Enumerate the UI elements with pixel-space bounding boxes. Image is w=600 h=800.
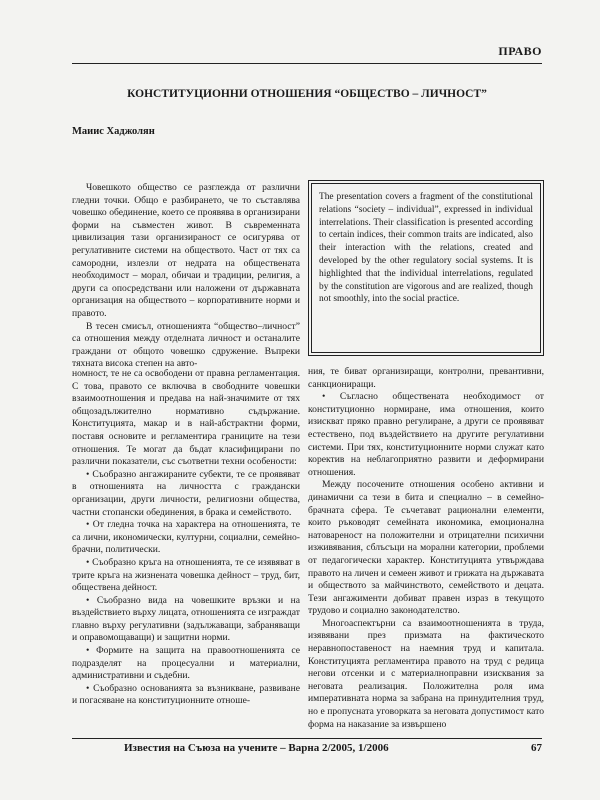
bullet-item: • Съгласно обществената необходимост от конституционно нормиране, има отношения, които изискват пряко правно регулиране, а други се проявяват естествено, под въздействието на другите регулативни системи. При тях, конституционните норми служат като коректив на неблагоприятно развити и деформирани отношения. xyxy=(308,391,544,478)
right-column xyxy=(308,366,544,731)
paragraph: Човешкото общество се разглежда от различни гледни точки. Общо е разбирането, че то съставлява човешко обединение, което се проявява в организирани форми на съвместен живот. В съвременната цивилизация тази организираност се осигурява от регулативните системи на обществото. Част от тях са самородни, излезли от недрата на обществената необходимост – морал, обичаи и традиции, религия, а други са опосредствани или наложени от държавната организация на обществото – корпоративните норми и правото. xyxy=(72,182,300,319)
left-column-top xyxy=(72,182,300,371)
abstract-box xyxy=(308,180,544,356)
page-number: 67 xyxy=(531,742,542,754)
paragraph: ния, те биват организиращи, контролни, превантивни, санкциониращи. xyxy=(308,366,544,390)
bullet-item: • От гледна точка на характера на отношенията, те са лични, икономически, културни, социални, семейно-брачни, политически. xyxy=(72,519,300,556)
paragraph: В тесен смисъл, отношенията “общество–личност” са отношения между отделната личност и останалите граждани от общото човешко сдружение. Въпреки тяхната висока степен на авто- xyxy=(72,320,300,370)
section-header xyxy=(72,44,542,64)
abstract-text: The presentation covers a fragment of the constitutional relations “society – individual”, expressed in individual interrelations. Their classification is presented according to certain indices, their common traits are indicated, also their interaction with the relations, created and developed by the other regulatory social systems. It is highlighted that the individual interrelations, regulated by the constitution are vigorous and are realized, though not smoothly, into the social practice. xyxy=(311,183,541,353)
paragraph: Многоаспектърни са взаимоотношенията в труда, изявявани през призмата на фактическото неравнопоставеност на наемния труд и капитала. Конституцията регламентира правото на труд с редица негови отсенки и с материалноправни изисквания за неговата реализация. Положителна роля има императивната норма за забрана на принудителния труд, но е пропусната уговорката за неговата допустимост като форма на наказание за извършено xyxy=(308,617,544,730)
bullet-item: • Формите на защита на правоотношенията се подразделят на процесуални и материални, административни и съдебни. xyxy=(72,645,300,682)
bullet-item: • Съобразно основанията за възникване, развиване и погасяване на конституционните отноше- xyxy=(72,682,300,707)
bullet-item: • Съобразно ангажираните субекти, те се проявяват в отношенията на личността с граждански организации, други личности, религиозни общества, частни стопански обединения, в брака и семейството. xyxy=(72,468,300,518)
section-label: ПРАВО xyxy=(498,44,542,58)
bullet-item: • Съобразно кръга на отношенията, те се изявяват в трите кръга на жизнената човешка дейност – труд, бит, обществена дейност. xyxy=(72,556,300,594)
article-author: Маиис Хаджолян xyxy=(72,126,155,137)
page-footer xyxy=(72,738,542,754)
paragraph: Между посочените отношения особено активни и динамични са тези в бита и специално – в семейно-брачната сфера. Те съчетават рационални елементи, които ръководят семейната икономика, емоционална натовареност на положителни и отрицателни психични изживявания, сблъсъци на морални категории, проблеми от педагогически характер. Конституцията утвърждава правото на личен и семеен живот и грижата на държавата и обществото за майчинството, семейството и децата. Тези ангажименти добиват правен израз в текущото трудово и социално законодателство. xyxy=(308,479,544,617)
paragraph: номност, те не са освободени от правна регламентация. С това, правото се включва в свободните човешки взаимоотношения и предава на най-значимите от тях общозадължително нормативно съдържание. Конституцията, макар и в най-абстрактни форми, поставя основите и регламентира границите на тези отношения. Те могат да бъдат класифицирани по различни показатели, със съответни техни особености: xyxy=(72,368,300,468)
bullet-item: • Съобразно вида на човешките връзки и на въздействието върху лицата, отношенията се изграждат главно върху регулативни (задължаващи, забраняващи и оправомощаващи) и защитни норми. xyxy=(72,594,300,644)
journal-name: Известия на Съюза на учените – Варна 2/2005, 1/2006 xyxy=(124,742,389,754)
left-column-bottom xyxy=(72,368,300,708)
article-title: КОНСТИТУЦИОННИ ОТНОШЕНИЯ “ОБЩЕСТВО – ЛИЧНОСТ” xyxy=(127,88,487,100)
